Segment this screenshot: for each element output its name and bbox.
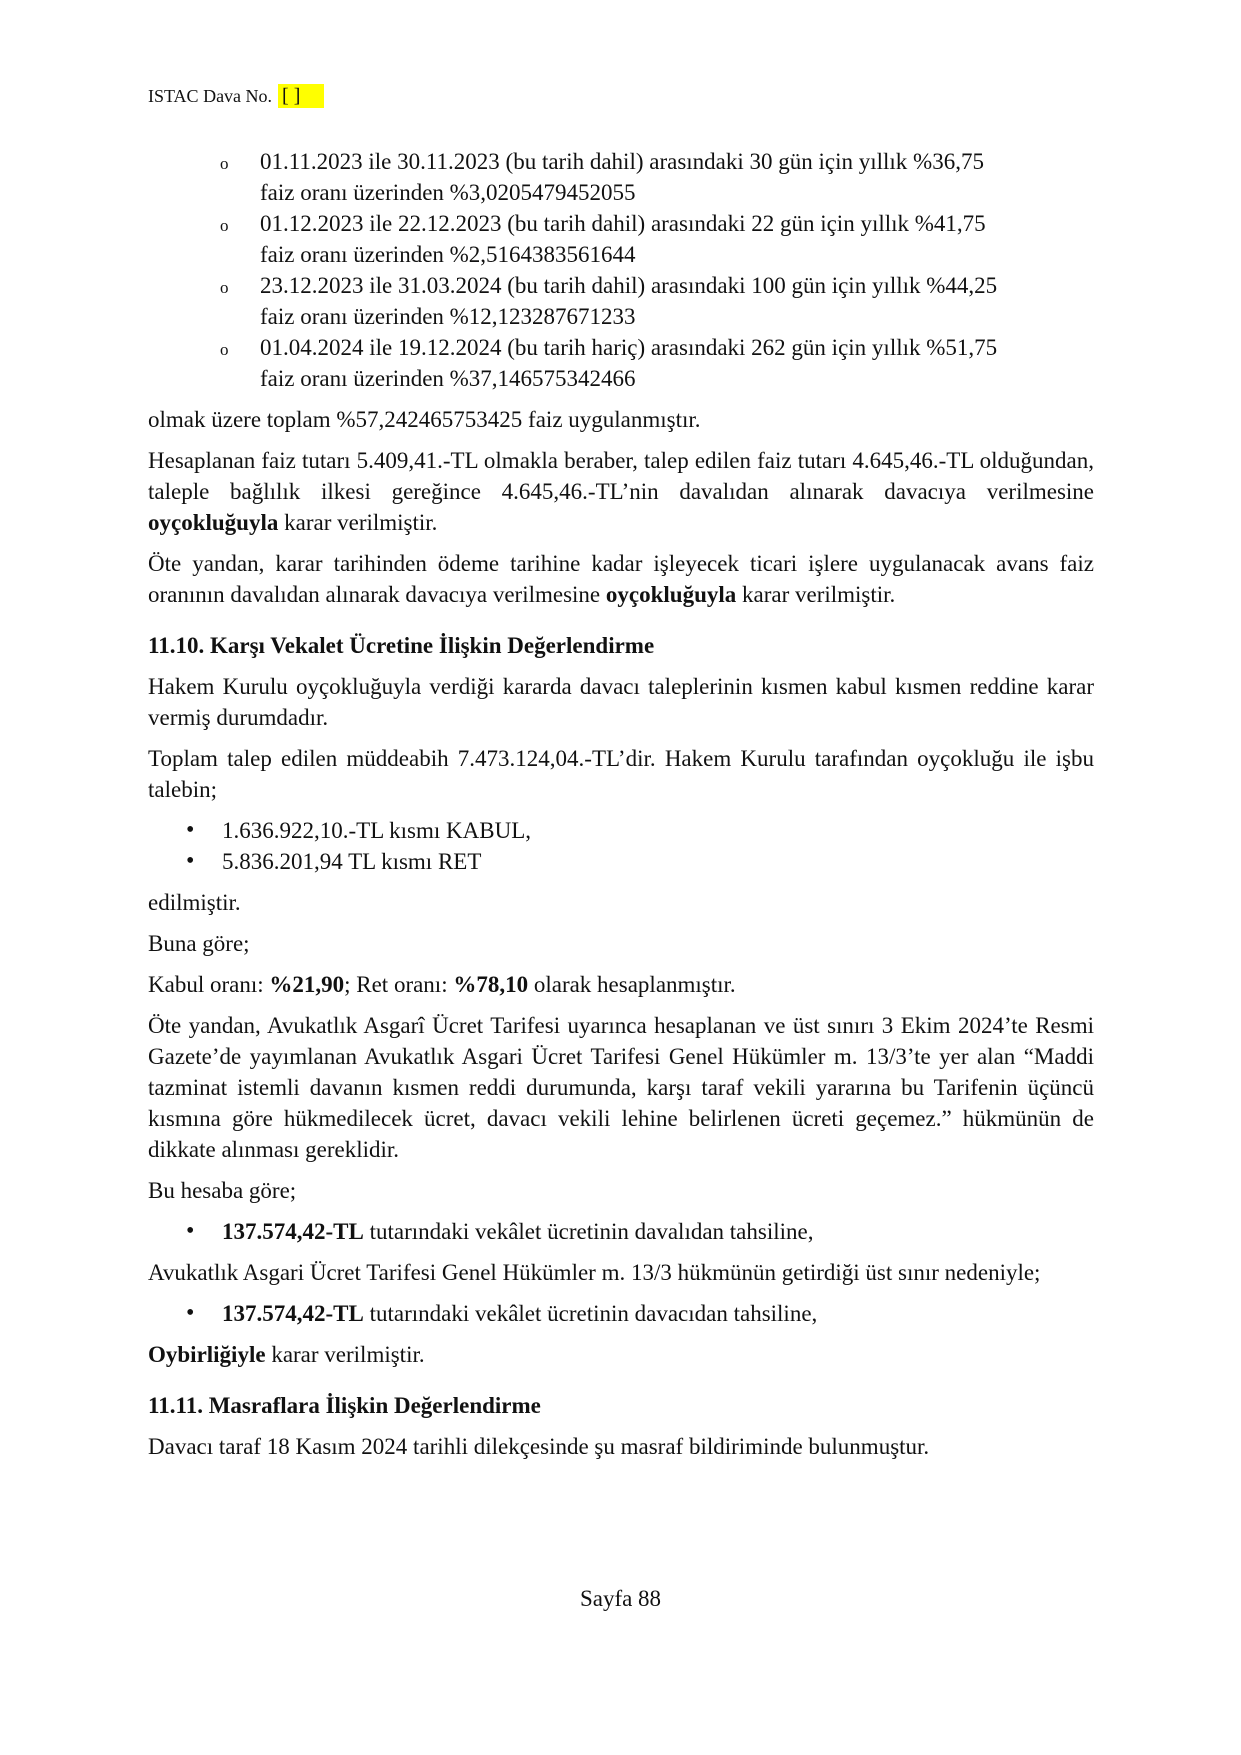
case-number-placeholder: [ ] (278, 84, 324, 108)
paragraph: edilmiştir. (148, 890, 241, 915)
list-item: • 137.574,42-TL tutarındaki vekâlet ücretinin davacıdan tahsiline, (222, 1298, 1094, 1329)
list-item: o 01.11.2023 ile 30.11.2023 (bu tarih dahil) arasındaki 30 gün için yıllık %36,75 faiz oranı üzerinden %3,0205479452055 (260, 146, 1094, 208)
document-body (148, 146, 1094, 1472)
paragraph: Davacı taraf 18 Kasım 2024 tarihli dilekçesinde şu masraf bildiriminde bulunmuştur. (148, 1434, 930, 1459)
paragraph: Toplam talep edilen müddeabih 7.473.124,04.-TL’dir. Hakem Kurulu tarafından oyçokluğu ile işbu talebin; (148, 746, 1094, 802)
page-number: Sayfa 88 (579, 1586, 662, 1611)
paragraph: Öte yandan, Avukatlık Asgarî Ücret Tarifesi uyarınca hesaplanan ve üst sınırı 3 Ekim 2024’te Resmi Gazete’de yayımlanan Avukatlık Asgari Ücret Tarifesi Genel Hükümler m. 13/3’te yer alan “Maddi tazminat istemli davanın kısmen reddi durumunda, karşı taraf vekili yararına bu Tarifenin üçüncü kısmına göre hükmedilecek ücret, davacı vekili lehine belirlenen ücreti geçemez.” hükmünün de dikkate alınması gereklidir. (148, 1013, 1094, 1162)
interest-period-list (148, 146, 1094, 394)
paragraph: Bu hesaba göre; (148, 1178, 297, 1203)
section-heading-11-11: 11.11. Masraflara İlişkin Değerlendirme (148, 1393, 541, 1418)
paragraph: Avukatlık Asgari Ücret Tarifesi Genel Hükümler m. 13/3 hükmünün getirdiği üst sınır nedeniyle; (148, 1260, 1041, 1285)
list-item: o 23.12.2023 ile 31.03.2024 (bu tarih dahil) arasındaki 100 gün için yıllık %44,25 faiz oranı üzerinden %12,123287671233 (260, 270, 1094, 332)
section-heading-11-10: 11.10. Karşı Vekalet Ücretine İlişkin Değerlendirme (148, 633, 655, 658)
claim-split-list (148, 815, 1094, 877)
list-item: • 137.574,42-TL tutarındaki vekâlet ücretinin davalıdan tahsiline, (222, 1216, 1094, 1247)
paragraph: Hakem Kurulu oyçokluğuyla verdiği kararda davacı taleplerinin kısmen kabul kısmen reddine karar vermiş durumdadır. (148, 674, 1094, 730)
fee-list-claimant (148, 1298, 1094, 1329)
fee-list-defendant (148, 1216, 1094, 1247)
ratio-paragraph: Kabul oranı: %21,90; Ret oranı: %78,10 olarak hesaplanmıştır. (148, 972, 736, 997)
list-item: o 01.04.2024 ile 19.12.2024 (bu tarih hariç) arasındaki 262 gün için yıllık %51,75 faiz oranı üzerinden %37,146575342466 (260, 332, 1094, 394)
interest-calculation-paragraph: Hesaplanan faiz tutarı 5.409,41.-TL olmakla beraber, talep edilen faiz tutarı 4.645,46.-TL olduğundan, taleple bağlılık ilkesi gereğince 4.645,46.-TL’nin davalıdan alınarak davacıya verilmesine oyçokluğuyla karar verilmiştir. (148, 448, 1094, 535)
case-label: ISTAC Dava No. (148, 85, 273, 106)
advance-interest-paragraph: Öte yandan, karar tarihinden ödeme tarihine kadar işleyecek ticari işlere uygulanacak avans faiz oranının davalıdan alınarak davacıya verilmesine oyçokluğuyla karar verilmiştir. (148, 551, 1094, 607)
page-header (148, 84, 324, 108)
decision-paragraph: Oybirliğiyle karar verilmiştir. (148, 1342, 425, 1367)
total-interest-paragraph: olmak üzere toplam %57,242465753425 faiz uygulanmıştır. (148, 407, 701, 432)
list-item: • 5.836.201,94 TL kısmı RET (222, 846, 1094, 877)
paragraph: Buna göre; (148, 931, 250, 956)
list-item: o 01.12.2023 ile 22.12.2023 (bu tarih dahil) arasındaki 22 gün için yıllık %41,75 faiz oranı üzerinden %2,5164383561644 (260, 208, 1094, 270)
list-item: • 1.636.922,10.-TL kısmı KABUL, (222, 815, 1094, 846)
